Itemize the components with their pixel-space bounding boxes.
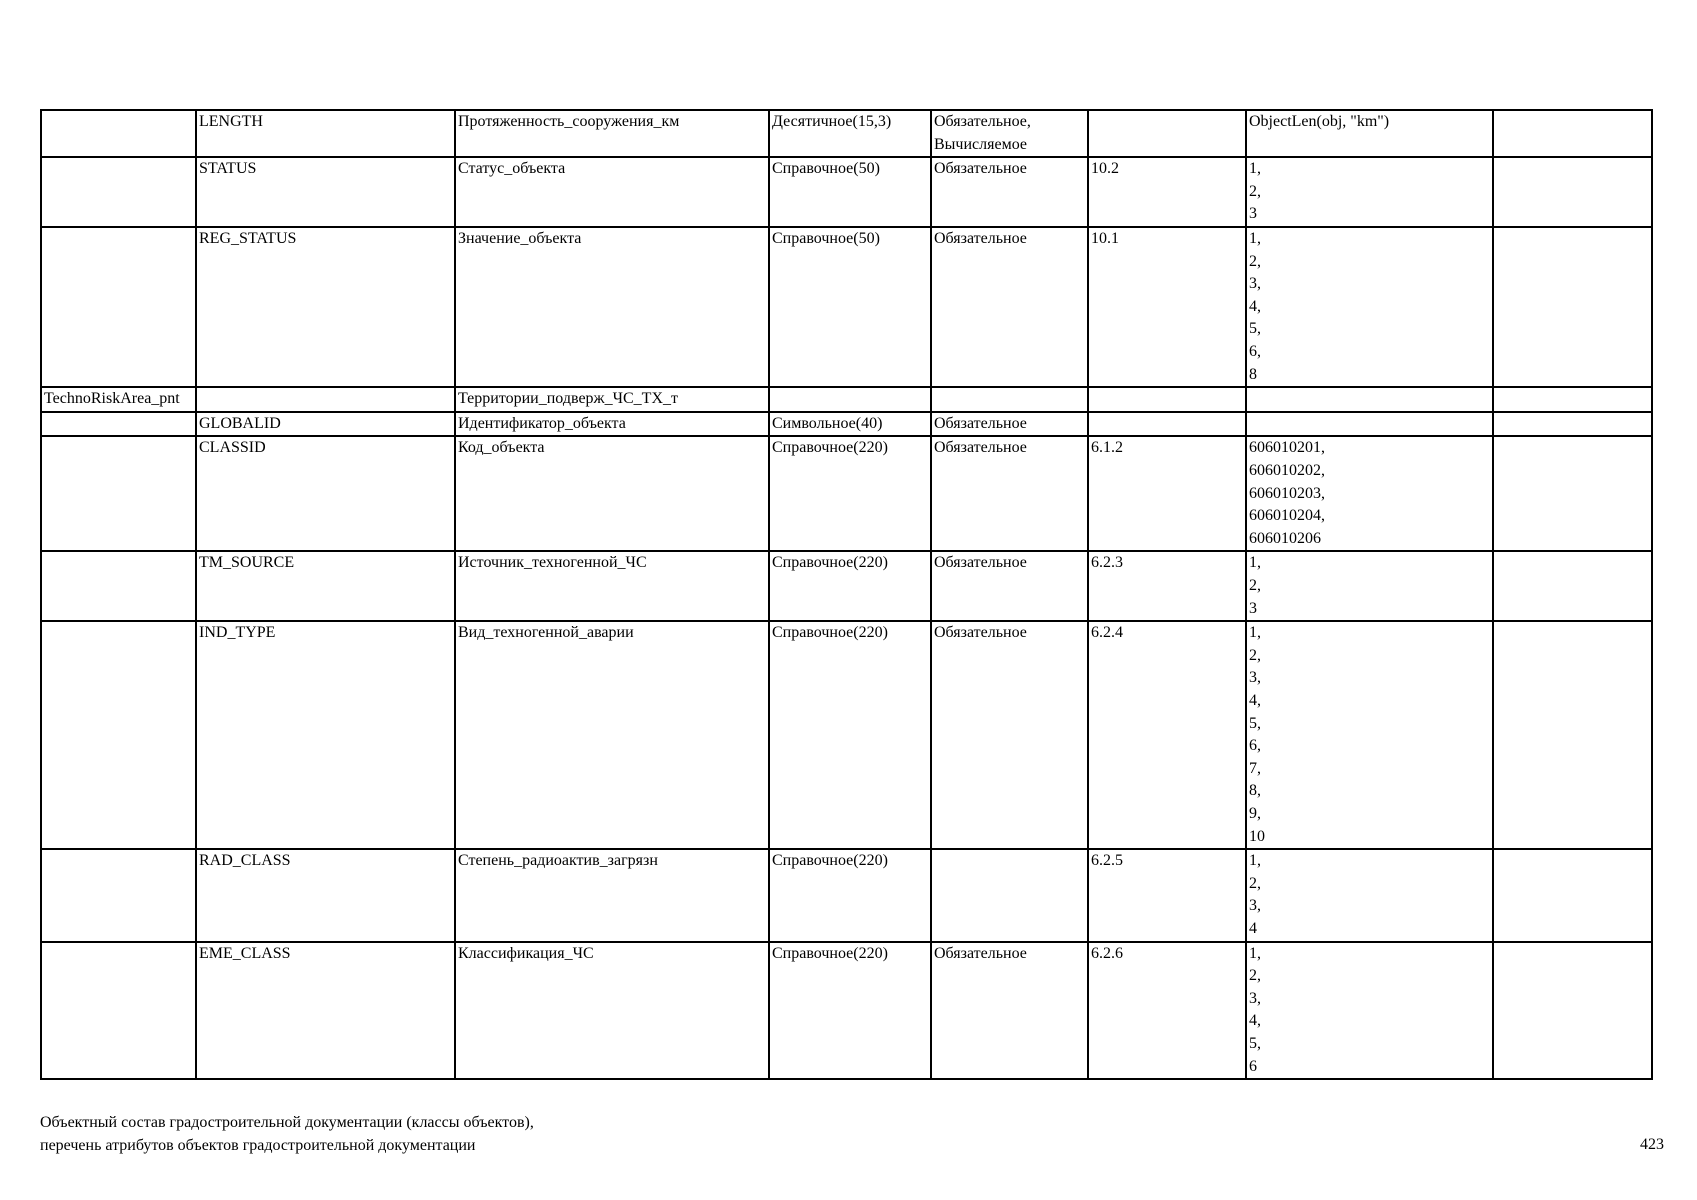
type-cell: Десятичное(15,3): [769, 110, 931, 157]
cell-line: 3,: [1249, 275, 1261, 293]
cell-line: 1,: [1249, 852, 1261, 870]
cell-line: Обязательное: [934, 944, 1027, 962]
note-cell: [1493, 387, 1652, 412]
cell-line: 3,: [1249, 989, 1261, 1007]
cell-line: Обязательное: [934, 229, 1027, 247]
object-class-cell: [41, 157, 196, 227]
type-cell: Справочное(220): [769, 942, 931, 1080]
type-cell: Справочное(220): [769, 436, 931, 551]
footer-line-1: Объектный состав градостроительной документации (классы объектов),: [40, 1114, 534, 1131]
type-cell: Справочное(220): [769, 551, 931, 621]
ref-cell: 6.2.3: [1088, 551, 1246, 621]
note-cell: [1493, 551, 1652, 621]
note-cell: [1493, 157, 1652, 227]
ref-cell: 6.2.4: [1088, 621, 1246, 849]
cell-line: 1,: [1249, 554, 1261, 572]
alias-cell: Территории_подверж_ЧС_ТХ_т: [455, 387, 769, 412]
field-name-cell: LENGTH: [196, 110, 455, 157]
cell-line: 8: [1249, 365, 1257, 383]
values-cell: [1246, 551, 1493, 621]
cell-line: Обязательное: [934, 554, 1027, 572]
ref-cell: 6.1.2: [1088, 436, 1246, 551]
values-cell: [1246, 621, 1493, 849]
required-cell: [931, 551, 1088, 621]
cell-line: 5,: [1249, 1034, 1261, 1052]
table-row: [41, 551, 1652, 621]
ref-cell: 10.2: [1088, 157, 1246, 227]
object-class-cell: [41, 849, 196, 941]
ref-cell: [1088, 412, 1246, 437]
cell-line: 2,: [1249, 646, 1261, 664]
cell-line: 9,: [1249, 804, 1261, 822]
cell-line: 606010203,: [1249, 484, 1325, 502]
object-class-cell: TechnoRiskArea_pnt: [41, 387, 196, 412]
required-cell: [931, 849, 1088, 941]
cell-line: 1,: [1249, 160, 1261, 178]
cell-line: 4,: [1249, 1012, 1261, 1030]
field-name-cell: STATUS: [196, 157, 455, 227]
cell-line: 606010201,: [1249, 439, 1325, 457]
alias-cell: Значение_объекта: [455, 227, 769, 387]
cell-line: 2,: [1249, 576, 1261, 594]
table-row: [41, 849, 1652, 941]
values-cell: [1246, 849, 1493, 941]
note-cell: [1493, 621, 1652, 849]
cell-line: 606010202,: [1249, 461, 1325, 479]
alias-cell: Источник_техногенной_ЧС: [455, 551, 769, 621]
cell-line: ObjectLen(obj, "km"): [1249, 113, 1390, 130]
cell-line: Обязательное,: [934, 113, 1031, 130]
cell-line: 7,: [1249, 759, 1261, 777]
cell-line: 5,: [1249, 714, 1261, 732]
ref-cell: 10.1: [1088, 227, 1246, 387]
values-cell: [1246, 412, 1493, 437]
type-cell: Справочное(220): [769, 621, 931, 849]
cell-line: 4,: [1249, 691, 1261, 709]
cell-line: 2,: [1249, 967, 1261, 985]
field-name-cell: RAD_CLASS: [196, 849, 455, 941]
table-row: [41, 157, 1652, 227]
type-cell: Символьное(40): [769, 412, 931, 437]
cell-line: 1,: [1249, 944, 1261, 962]
type-cell: Справочное(220): [769, 849, 931, 941]
cell-line: 6,: [1249, 737, 1261, 755]
object-class-cell: [41, 942, 196, 1080]
cell-line: 606010204,: [1249, 507, 1325, 525]
table-row: [41, 436, 1652, 551]
cell-line: 1,: [1249, 229, 1261, 247]
cell-line: Вычисляемое: [934, 135, 1027, 153]
cell-line: 3: [1249, 205, 1257, 223]
required-cell: [931, 412, 1088, 437]
cell-line: 3: [1249, 599, 1257, 617]
table-row: [41, 412, 1652, 437]
note-cell: [1493, 942, 1652, 1080]
cell-line: 6: [1249, 1057, 1257, 1075]
ref-cell: 6.2.5: [1088, 849, 1246, 941]
attribute-table: [40, 109, 1653, 1080]
cell-line: Обязательное: [934, 414, 1027, 432]
required-cell: [931, 227, 1088, 387]
field-name-cell: TM_SOURCE: [196, 551, 455, 621]
table-row: [41, 942, 1652, 1080]
table-row: [41, 621, 1652, 849]
footer-caption: [40, 1112, 534, 1157]
cell-line: Обязательное: [934, 439, 1027, 457]
object-class-cell: [41, 436, 196, 551]
cell-line: 8,: [1249, 782, 1261, 800]
object-class-cell: [41, 551, 196, 621]
ref-cell: 6.2.6: [1088, 942, 1246, 1080]
cell-line: 10: [1249, 827, 1265, 845]
object-class-cell: [41, 110, 196, 157]
cell-line: 2,: [1249, 182, 1261, 200]
type-cell: [769, 387, 931, 412]
values-cell: [1246, 157, 1493, 227]
cell-line: 606010206: [1249, 529, 1321, 547]
field-name-cell: CLASSID: [196, 436, 455, 551]
footer-line-2: перечень атрибутов объектов градостроительной документации: [40, 1136, 476, 1154]
cell-line: 3,: [1249, 897, 1261, 915]
alias-cell: Протяженность_сооружения_км: [455, 110, 769, 157]
field-name-cell: REG_STATUS: [196, 227, 455, 387]
required-cell: [931, 436, 1088, 551]
values-cell: [1246, 227, 1493, 387]
type-cell: Справочное(50): [769, 157, 931, 227]
attribute-table-body: [41, 110, 1652, 1079]
cell-line: 4,: [1249, 297, 1261, 315]
cell-line: 5,: [1249, 320, 1261, 338]
alias-cell: Статус_объекта: [455, 157, 769, 227]
cell-line: 1,: [1249, 624, 1261, 642]
cell-line: Обязательное: [934, 160, 1027, 178]
alias-cell: Код_объекта: [455, 436, 769, 551]
values-cell: [1246, 942, 1493, 1080]
ref-cell: [1088, 387, 1246, 412]
cell-line: 3,: [1249, 669, 1261, 687]
values-cell: [1246, 387, 1493, 412]
cell-line: 4: [1249, 919, 1257, 937]
alias-cell: Классификация_ЧС: [455, 942, 769, 1080]
required-cell: [931, 621, 1088, 849]
required-cell: [931, 942, 1088, 1080]
alias-cell: Вид_техногенной_аварии: [455, 621, 769, 849]
field-name-cell: IND_TYPE: [196, 621, 455, 849]
cell-line: 2,: [1249, 252, 1261, 270]
table-row: [41, 387, 1652, 412]
alias-cell: Степень_радиоактив_загрязн: [455, 849, 769, 941]
required-cell: [931, 387, 1088, 412]
page-number: 423: [1640, 1136, 1664, 1153]
table-row: [41, 227, 1652, 387]
alias-cell: Идентификатор_объекта: [455, 412, 769, 437]
field-name-cell: EME_CLASS: [196, 942, 455, 1080]
note-cell: [1493, 227, 1652, 387]
note-cell: [1493, 849, 1652, 941]
values-cell: [1246, 110, 1493, 157]
values-cell: [1246, 436, 1493, 551]
required-cell: [931, 157, 1088, 227]
note-cell: [1493, 412, 1652, 437]
note-cell: [1493, 110, 1652, 157]
cell-line: 2,: [1249, 874, 1261, 892]
field-name-cell: GLOBALID: [196, 412, 455, 437]
cell-line: 6,: [1249, 342, 1261, 360]
ref-cell: [1088, 110, 1246, 157]
type-cell: Справочное(50): [769, 227, 931, 387]
object-class-cell: [41, 227, 196, 387]
object-class-cell: [41, 621, 196, 849]
note-cell: [1493, 436, 1652, 551]
required-cell: [931, 110, 1088, 157]
object-class-cell: [41, 412, 196, 437]
cell-line: Обязательное: [934, 624, 1027, 642]
table-row: [41, 110, 1652, 157]
field-name-cell: [196, 387, 455, 412]
